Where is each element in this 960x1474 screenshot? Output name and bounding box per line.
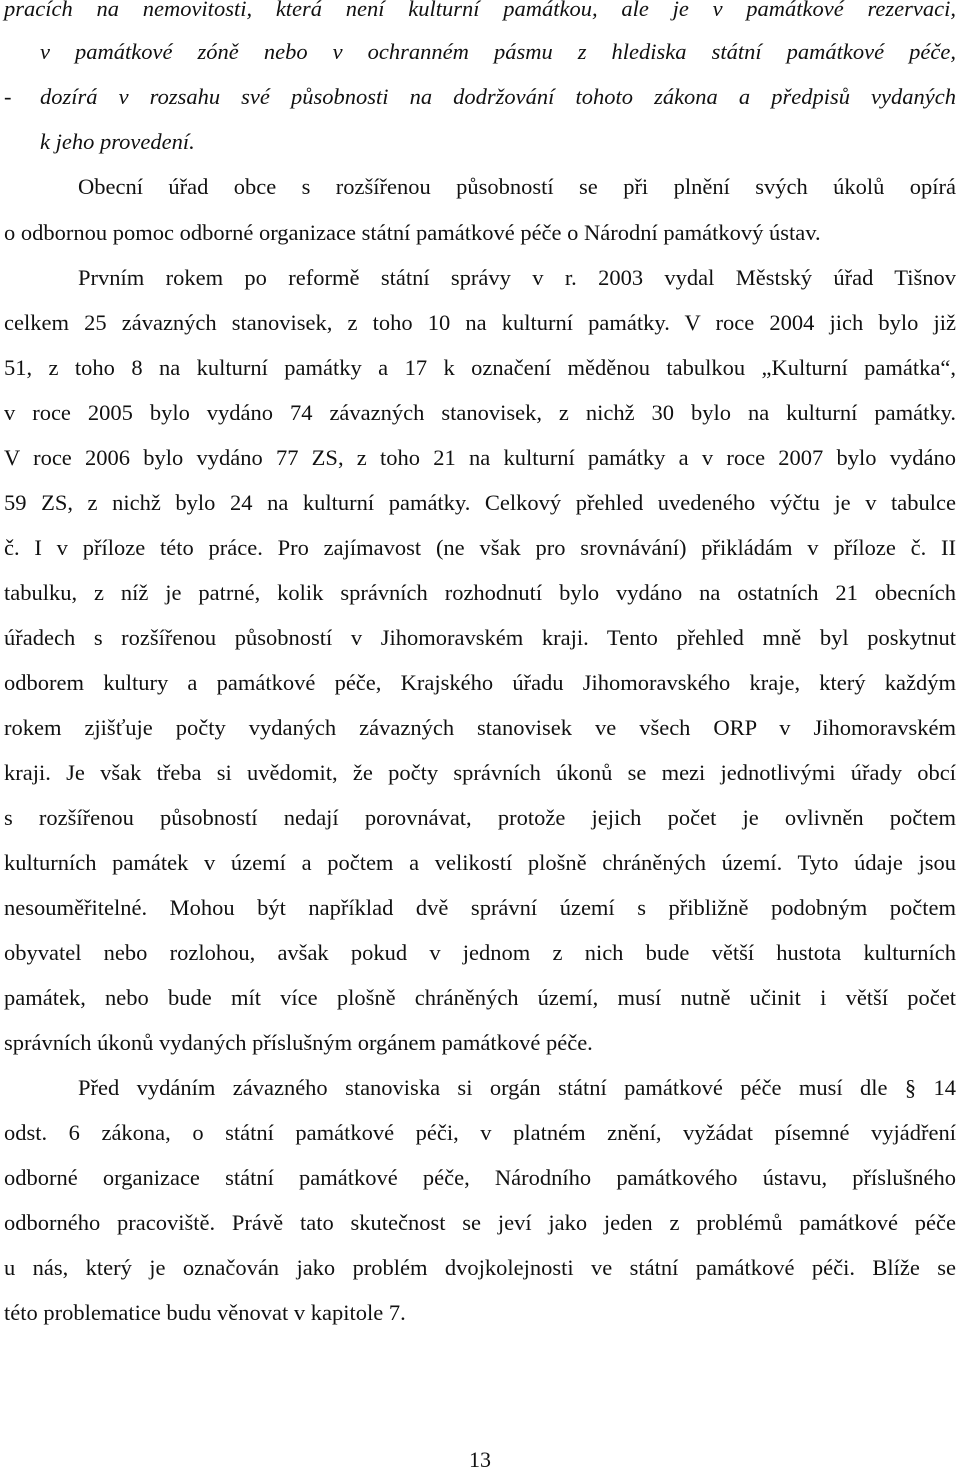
text-line: nesouměřitelné. Mohou být například dvě správní území s přibližně podobným počtem — [4, 895, 956, 920]
list-dash: - — [4, 84, 12, 109]
text-line: Obecní úřad obce s rozšířenou působností se při plnění svých úkolů opírá — [78, 174, 956, 199]
text-line: Před vydáním závazného stanoviska si orgán státní památkové péče musí dle § 14 — [78, 1075, 956, 1100]
text-line: v památkové zóně nebo v ochranném pásmu z hlediska státní památkové péče, — [40, 39, 956, 64]
text-line: dozírá v rozsahu své působnosti na dodržování tohoto zákona a předpisů vydaných — [40, 84, 956, 109]
text-line: úřadech s rozšířenou působností v Jihomoravském kraji. Tento přehled mně byl poskytnut — [4, 625, 956, 650]
text-line: pracích na nemovitosti, která není kulturní památkou, ale je v památkové rezervaci, — [4, 0, 956, 21]
text-line: této problematice budu věnovat v kapitole 7. — [4, 1300, 406, 1325]
text-line: rokem zjišťuje počty vydaných závazných stanovisek ve všech ORP v Jihomoravském — [4, 715, 956, 740]
text-line: 59 ZS, z nichž bylo 24 na kulturní památky. Celkový přehled uvedeného výčtu je v tabulce — [4, 490, 956, 515]
text-line: kulturních památek v území a počtem a velikostí plošně chráněných území. Tyto údaje jsou — [4, 850, 956, 875]
text-line: celkem 25 závazných stanovisek, z toho 10 na kulturní památky. V roce 2004 jich bylo již — [4, 310, 956, 335]
page-number: 13 — [469, 1447, 491, 1472]
text-line: odborem kultury a památkové péče, Krajského úřadu Jihomoravského kraje, který každým — [4, 670, 956, 695]
text-line: obyvatel nebo rozlohou, avšak pokud v jednom z nich bude větší hustota kulturních — [4, 940, 956, 965]
text-line: o odbornou pomoc odborné organizace státní památkové péče o Národní památkový ústav. — [4, 220, 821, 245]
text-line: Prvním rokem po reformě státní správy v r. 2003 vydal Městský úřad Tišnov — [78, 265, 956, 290]
text-line: č. I v příloze této práce. Pro zajímavost (ne však pro srovnávání) přikládám v příloze č. II — [4, 535, 956, 560]
text-line: k jeho provedení. — [40, 129, 195, 154]
text-line: u nás, který je označován jako problém dvojkolejnosti ve státní památkové péči. Blíže se — [4, 1255, 956, 1280]
text-line: 51, z toho 8 na kulturní památky a 17 k označení měděnou tabulkou „Kulturní památka“, — [4, 355, 956, 380]
text-line: kraji. Je však třeba si uvědomit, že počty správních úkonů se mezi jednotlivými úřady obcí — [4, 760, 956, 785]
text-line: tabulku, z níž je patrné, kolik správních rozhodnutí bylo vydáno na ostatních 21 obecních — [4, 580, 956, 605]
text-line: v roce 2005 bylo vydáno 74 závazných stanovisek, z nichž 30 bylo na kulturní památky. — [4, 400, 956, 425]
text-line: V roce 2006 bylo vydáno 77 ZS, z toho 21 na kulturní památky a v roce 2007 bylo vydáno — [4, 445, 956, 470]
text-line: odborného pracoviště. Právě tato skutečnost se jeví jako jeden z problémů památkové péče — [4, 1210, 956, 1235]
text-line: odst. 6 zákona, o státní památkové péči, v platném znění, vyžádat písemné vyjádření — [4, 1120, 956, 1145]
text-line: s rozšířenou působností nedají porovnávat, protože jejich počet je ovlivněn počtem — [4, 805, 956, 830]
text-line: památek, nebo bude mít více plošně chráněných území, musí nutně učinit i větší počet — [4, 985, 956, 1010]
text-line: odborné organizace státní památkové péče, Národního památkového ústavu, příslušného — [4, 1165, 956, 1190]
text-line: správních úkonů vydaných příslušným orgánem památkové péče. — [4, 1030, 593, 1055]
